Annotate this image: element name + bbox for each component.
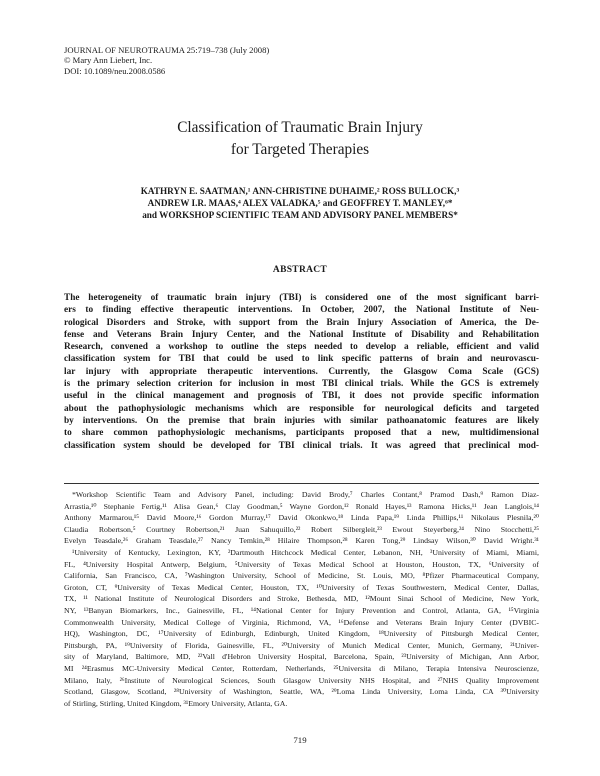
author-line: ANDREW I.R. MAAS,⁴ ALEX VALADKA,⁵ and GEOFFREY T. MANLEY,⁶* xyxy=(147,198,453,209)
footnote-line: Arrastia,¹⁰ Stephanie Fertig,¹¹ Alisa Gean,⁶ Clay Goodman,⁵ Wayne Gordon,¹² Ronald Hayes,¹³ Ramona Hicks,¹¹ Jean Langlois,¹⁴ xyxy=(64,501,539,511)
author-line: KATHRYN E. SAATMAN,¹ ANN-CHRISTINE DUHAIME,² ROSS BULLOCK,³ xyxy=(140,186,460,196)
footnote-line: California, San Francisco, CA, ⁷Washington University, School of Medicine, St. Louis, MO, ⁸Pfizer Pharmaceutical Company, xyxy=(64,571,539,581)
abstract-body xyxy=(64,292,539,452)
abstract-line: ers to finding effective therapeutic interventions. In October, 2007, the National Institute of Neu- xyxy=(64,305,539,316)
footnotes xyxy=(64,489,539,709)
copyright-line: © Mary Ann Liebert, Inc. xyxy=(64,55,153,66)
abstract-line: Research, convened a workshop to outline the steps needed to develop a reliable, efficient and valid xyxy=(64,342,539,353)
footnote-line: Anthony Marmarou,¹⁵ David Moore,¹⁶ Gordon Murray,¹⁷ David Okonkwo,¹⁸ Linda Papa,¹⁹ Linda Phillips,¹¹ Nikolaus Plesnila,²⁰ xyxy=(64,513,539,523)
footnote-line: Milano, Italy, ²⁶Institute of Neurological Sciences, South Glasgow University NHS Hospital, and ²⁷NHS Quality Improvement xyxy=(64,675,539,685)
title-line: for Targeted Therapies xyxy=(230,140,370,158)
doi-line: DOI: 10.1089/neu.2008.0586 xyxy=(64,65,166,76)
abstract-heading: ABSTRACT xyxy=(272,265,328,275)
abstract-line: lar injury with appropriate therapeutic interventions. Currently, the Glasgow Coma Scale (GCS) xyxy=(64,366,539,377)
page-number: 719 xyxy=(293,735,307,745)
footnote-line: of Stirling, Stirling, United Kingdom, ³¹Emory University, Atlanta, GA. xyxy=(64,698,288,708)
footnote-line: Scotland, Glasgow, Scotland, ²⁸University of Washington, Seattle, WA, ²⁹Loma Linda University, Loma Linda, CA ³⁰University xyxy=(64,687,539,697)
footnote-line: NY, ¹³Banyan Biomarkers, Inc., Gainesville, FL, ¹⁴National Center for Injury Prevention and Control, Atlanta, GA, ¹⁵Virginia xyxy=(64,605,539,615)
journal-citation: JOURNAL OF NEUROTRAUMA 25:719–738 (July 2008) xyxy=(64,45,270,55)
footnote-line: TX, ¹¹ National Institute of Neurological Disorders and Stroke, Bethesda, MD, ¹²Mount Sinai School of Medicine, New York, xyxy=(64,594,539,604)
footnote-line: FL, ⁴University Hospital Antwerp, Belgium, ⁵University of Texas Medical School at Houston, Houston, TX, ⁶University of xyxy=(64,559,539,569)
abstract-line: to share common pathophysiologic mechanisms, participants proposed that a new, multidimensional xyxy=(64,428,539,439)
abstract-line: classification system for TBI that could be used to link specific patterns of brain and neurovascu- xyxy=(64,354,539,365)
footnote-line: *Workshop Scientific Team and Advisory Panel, including: David Brody,⁷ Charles Contant,⁸ Pramod Dash,⁹ Ramon Diaz- xyxy=(72,490,539,499)
footnote-line: Groton, CT, ⁹University of Texas Medical Center, Houston, TX, ¹⁰University of Texas Southwestern, Medical Center, Dallas, xyxy=(64,582,539,592)
abstract-line: rological Disorders and Stroke, with support from the Brain Injury Association of America, the De- xyxy=(64,317,539,328)
abstract-line: classification system should be developed for TBI clinical trials. It was agreed that preclinical mod- xyxy=(64,440,539,451)
footnote-line: Claudia Robertson,⁵ Courtney Robertson,²¹ Juan Sahuquillo,²² Robert Silbergleit,²³ Ewout Steyerberg,²⁴ Nino Stocchetti,²⁵ xyxy=(64,524,539,534)
article-title xyxy=(0,117,600,160)
abstract-line: fense and Veterans Brain Injury Center, and the National Institute of Disability and Rehabilitation xyxy=(64,329,539,340)
author-list xyxy=(0,185,600,222)
abstract-line: useful in the clinical management and prognosis of TBI, it does not provide specific information xyxy=(64,391,539,402)
title-line: Classification of Traumatic Brain Injury xyxy=(177,119,423,136)
abstract-line: by interventions. On the premise that brain injuries with similar pathoanatomic features are likely xyxy=(64,415,539,426)
footnote-line: HQ), Washington, DC, ¹⁷University of Edinburgh, Edinburgh, United Kingdom, ¹⁸University of Pittsburgh Medical Center, xyxy=(64,629,539,639)
abstract-line: is the primary selection criterion for inclusion in most TBI clinical trials. While the GCS is extremely xyxy=(64,379,539,390)
abstract-line: The heterogeneity of traumatic brain injury (TBI) is considered one of the most significant barri- xyxy=(64,293,539,303)
author-line: and WORKSHOP SCIENTIFIC TEAM AND ADVISORY PANEL MEMBERS* xyxy=(142,210,458,221)
footnote-line: Commonwealth University, Medical College of Virginia, Richmond, VA, ¹⁶Defense and Veterans Brain Injury Center (DVBIC- xyxy=(64,617,539,627)
abstract-line: about the pathophysiologic mechanisms which are responsible for neurological deficits and targeted xyxy=(64,403,539,414)
footnote-line: Evelyn Teasdale,²⁶ Graham Teasdale,²⁷ Nancy Temkin,²⁸ Hilaire Thompson,²⁸ Karen Tong,²⁹ Lindsay Wilson,³⁰ David Wright.³¹ xyxy=(64,536,539,546)
footnote-line: MI ²⁴Erasmus MC-University Medical Center, Rotterdam, Netherlands, ²⁵Universita di Milano, Terapia Intensiva Neuroscienze, xyxy=(64,663,539,673)
footnote-line: ¹University of Kentucky, Lexington, KY, ²Dartmouth Hitchcock Medical Center, Lebanon, NH, ³University of Miami, Miami, xyxy=(72,547,539,557)
footnote-line: sity of Maryland, Baltimore, MD, ²²Vall d'Hebron University Hospital, Barcelona, Spain, ²³University of Michigan, Ann Arbor, xyxy=(64,652,539,662)
journal-header xyxy=(64,45,364,76)
footnote-line: Pittsburgh, PA, ¹⁹University of Florida, Gainesville, FL, ²⁰University of Munich Medical Center, Munich, Germany, ²¹Univer- xyxy=(64,640,539,650)
footnote-divider xyxy=(64,483,539,484)
